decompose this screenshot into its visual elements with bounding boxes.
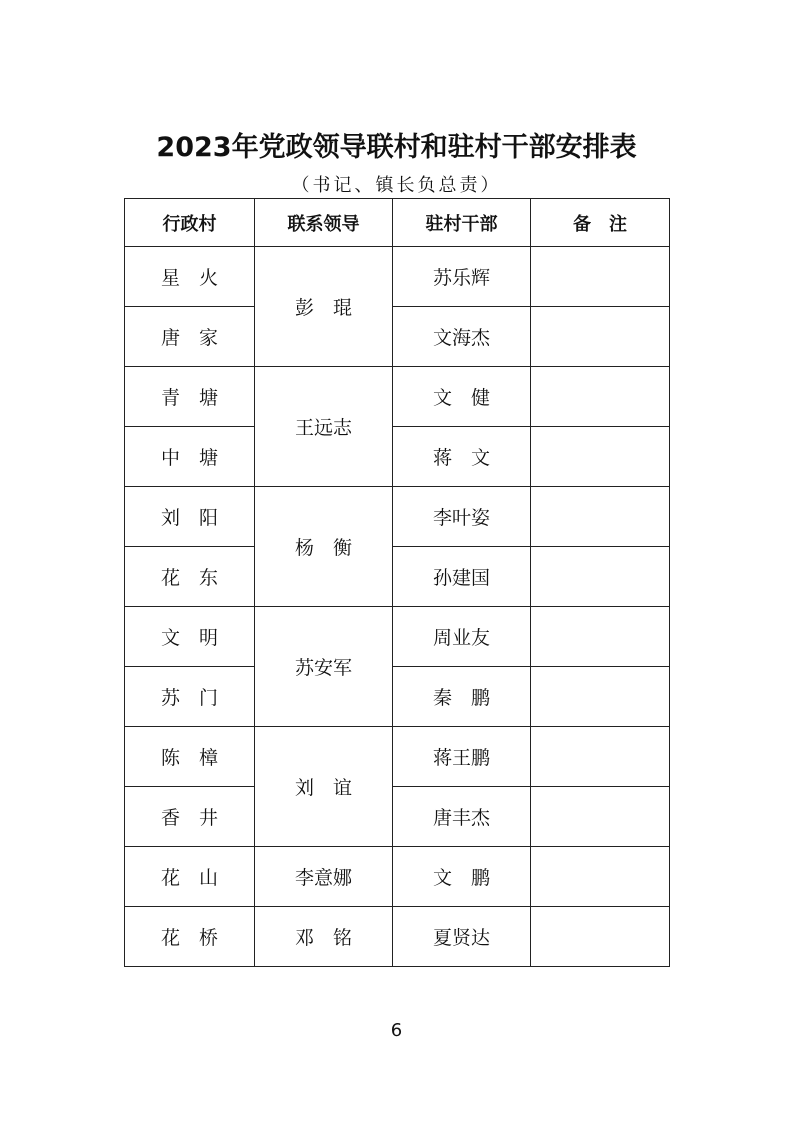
village-cell: 花 桥 xyxy=(125,907,255,967)
village-cell: 青 塘 xyxy=(125,367,255,427)
note-cell xyxy=(531,667,670,727)
header-village: 行政村 xyxy=(125,199,255,247)
leader-cell: 杨 衡 xyxy=(255,487,393,607)
assignment-table xyxy=(124,198,670,967)
table-row xyxy=(125,787,670,847)
leader-cell: 彭 琨 xyxy=(255,247,393,367)
note-cell xyxy=(531,907,670,967)
note-cell xyxy=(531,247,670,307)
cadre-cell: 李叶姿 xyxy=(393,487,531,547)
note-cell xyxy=(531,547,670,607)
document-subtitle: （书记、镇长负总责） xyxy=(291,175,502,196)
cadre-cell: 蒋王鹏 xyxy=(393,727,531,787)
village-cell: 中 塘 xyxy=(125,427,255,487)
village-cell: 香 井 xyxy=(125,787,255,847)
village-cell: 陈 樟 xyxy=(125,727,255,787)
table-row xyxy=(125,307,670,367)
cadre-cell: 秦 鹏 xyxy=(393,667,531,727)
table-row xyxy=(125,367,670,427)
note-cell xyxy=(531,427,670,487)
village-cell: 苏 门 xyxy=(125,667,255,727)
table-row xyxy=(125,847,670,907)
table-header-row xyxy=(125,199,670,247)
village-cell: 花 东 xyxy=(125,547,255,607)
village-cell: 星 火 xyxy=(125,247,255,307)
note-cell xyxy=(531,607,670,667)
cadre-cell: 苏乐辉 xyxy=(393,247,531,307)
table-row xyxy=(125,907,670,967)
table-row xyxy=(125,667,670,727)
leader-cell: 王远志 xyxy=(255,367,393,487)
table-row xyxy=(125,427,670,487)
header-leader: 联系领导 xyxy=(255,199,393,247)
note-cell xyxy=(531,727,670,787)
header-note: 备 注 xyxy=(531,199,670,247)
table-row xyxy=(125,487,670,547)
table-row xyxy=(125,607,670,667)
cadre-cell: 孙建国 xyxy=(393,547,531,607)
header-cadre: 驻村干部 xyxy=(393,199,531,247)
leader-cell: 李意娜 xyxy=(255,847,393,907)
leader-cell: 邓 铭 xyxy=(255,907,393,967)
cadre-cell: 文 健 xyxy=(393,367,531,427)
document-title: 2023年党政领导联村和驻村干部安排表 xyxy=(156,132,637,163)
note-cell xyxy=(531,787,670,847)
note-cell xyxy=(531,487,670,547)
table-row xyxy=(125,547,670,607)
leader-cell: 刘 谊 xyxy=(255,727,393,847)
cadre-cell: 文海杰 xyxy=(393,307,531,367)
cadre-cell: 夏贤达 xyxy=(393,907,531,967)
note-cell xyxy=(531,307,670,367)
cadre-cell: 文 鹏 xyxy=(393,847,531,907)
village-cell: 唐 家 xyxy=(125,307,255,367)
cadre-cell: 周业友 xyxy=(393,607,531,667)
village-cell: 刘 阳 xyxy=(125,487,255,547)
table-row xyxy=(125,247,670,307)
village-cell: 花 山 xyxy=(125,847,255,907)
note-cell xyxy=(531,367,670,427)
leader-cell: 苏安军 xyxy=(255,607,393,727)
village-cell: 文 明 xyxy=(125,607,255,667)
cadre-cell: 唐丰杰 xyxy=(393,787,531,847)
cadre-cell: 蒋 文 xyxy=(393,427,531,487)
table-row xyxy=(125,727,670,787)
page-number: 6 xyxy=(390,1020,403,1041)
note-cell xyxy=(531,847,670,907)
